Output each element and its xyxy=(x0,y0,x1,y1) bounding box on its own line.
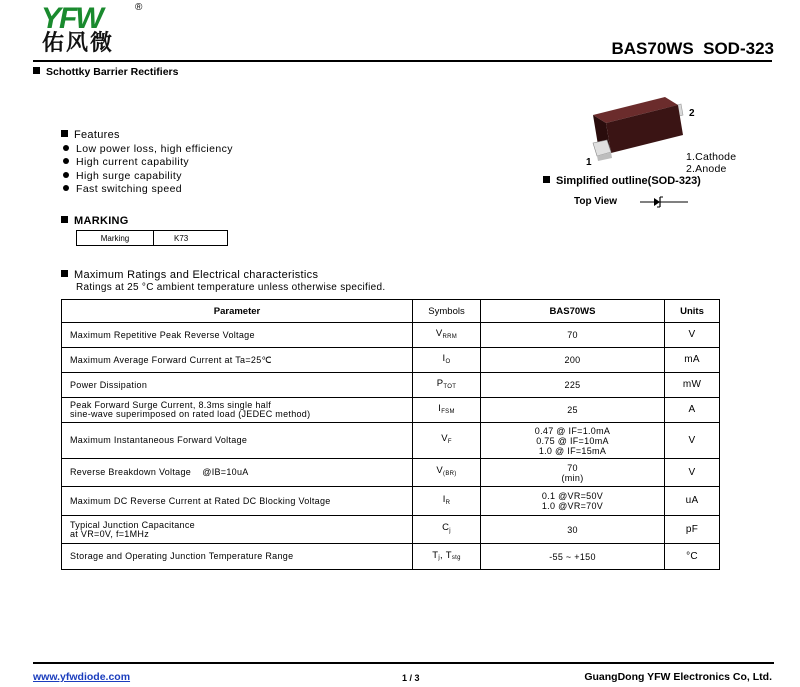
features-title: Features xyxy=(74,129,120,141)
symbol-text: V xyxy=(435,327,443,339)
symbol-text: C xyxy=(442,522,450,533)
feature-item xyxy=(63,183,182,195)
diode-symbol-icon xyxy=(640,193,690,209)
symbol-text-2: , T xyxy=(440,549,452,561)
unit-cell: V xyxy=(665,423,720,459)
symbol-subscript: j xyxy=(449,528,451,534)
ratings-title: Maximum Ratings and Electrical characteristics xyxy=(74,269,319,281)
company-name: GuangDong YFW Electronics Co, Ltd. xyxy=(584,671,772,683)
pin-legend xyxy=(686,151,736,175)
part-number: BAS70WS xyxy=(611,39,694,58)
header-symbols: Symbols xyxy=(413,300,481,323)
symbol-subscript: FSM xyxy=(441,408,455,415)
symbol-cell xyxy=(413,459,481,487)
subtitle-text: Schottky Barrier Rectifiers xyxy=(46,66,179,78)
pin-legend-cathode: 1.Cathode xyxy=(686,151,737,163)
marking-code: K73 xyxy=(174,233,189,243)
sod323-package-drawing xyxy=(585,95,695,170)
unit-cell: V xyxy=(665,459,720,487)
feature-text: High surge capability xyxy=(76,170,182,182)
value-cell xyxy=(481,423,665,459)
header-part: BAS70WS xyxy=(481,300,665,323)
ratings-table xyxy=(61,299,720,570)
bullet-square-icon xyxy=(33,67,40,74)
ratings-heading xyxy=(61,269,318,281)
unit-cell: mW xyxy=(665,373,720,398)
marking-title: MARKING xyxy=(74,215,129,227)
top-view-label: Top View xyxy=(574,196,617,207)
symbol-cell xyxy=(413,516,481,544)
bullet-dot-icon xyxy=(63,145,69,151)
value-cell: 70 xyxy=(481,323,665,348)
param-cell: Maximum Average Forward Current at Ta=25℃ xyxy=(62,348,413,373)
page-number: 1 / 3 xyxy=(402,673,420,683)
table-row xyxy=(62,423,720,459)
param-line: Peak Forward Surge Current, 8.3ms single half xyxy=(70,400,272,410)
bullet-square-icon xyxy=(61,270,68,277)
website-link[interactable]: www.yfwdiode.com xyxy=(33,671,131,683)
symbol-text: V xyxy=(436,465,444,476)
value-cell: 25 xyxy=(481,398,665,423)
param-cell xyxy=(62,398,413,423)
pin-legend-anode: 2.Anode xyxy=(686,163,727,175)
logo-mark xyxy=(41,4,102,34)
symbol-text: I xyxy=(442,493,446,505)
value-cell: 225 xyxy=(481,373,665,398)
outline-heading xyxy=(543,175,701,187)
value-line: 70 xyxy=(567,462,578,473)
header-parameter: Parameter xyxy=(62,300,413,323)
symbol-text: T xyxy=(432,549,439,561)
footer-rule xyxy=(33,662,774,664)
bullet-square-icon xyxy=(61,130,68,137)
bullet-dot-icon xyxy=(63,172,69,178)
unit-cell: uA xyxy=(665,487,720,516)
feature-item xyxy=(63,143,233,155)
table-row xyxy=(62,373,720,398)
feature-item xyxy=(63,156,189,168)
param-cell: Power Dissipation xyxy=(62,373,413,398)
param-cell: Maximum DC Reverse Current at Rated DC Blocking Voltage xyxy=(62,487,413,516)
document-subtitle xyxy=(33,66,178,78)
symbol-cell xyxy=(413,323,481,348)
param-cell: Storage and Operating Junction Temperature Range xyxy=(62,544,413,570)
symbol-cell xyxy=(413,487,481,516)
package-name: SOD-323 xyxy=(703,39,774,58)
symbol-cell xyxy=(413,544,481,570)
unit-cell: pF xyxy=(665,516,720,544)
value-line: 0.75 @ IF=10mA xyxy=(536,435,609,446)
value-cell xyxy=(481,487,665,516)
value-line: 0.47 @ IF=1.0mA xyxy=(534,425,611,436)
value-cell: 200 xyxy=(481,348,665,373)
pin-2-label: 2 xyxy=(689,108,695,119)
table-row xyxy=(62,348,720,373)
unit-cell: mA xyxy=(665,348,720,373)
bullet-dot-icon xyxy=(63,158,69,164)
symbol-subscript: j xyxy=(438,554,441,561)
marking-label: Marking xyxy=(77,231,154,245)
table-row xyxy=(62,487,720,516)
symbol-subscript: R xyxy=(445,499,451,506)
param-cell xyxy=(62,516,413,544)
value-cell: -55 ~ +150 xyxy=(481,544,665,570)
page-title xyxy=(611,39,774,59)
unit-cell: °C xyxy=(665,544,720,570)
table-row xyxy=(62,398,720,423)
value-cell: 30 xyxy=(481,516,665,544)
header-rule xyxy=(33,60,772,62)
bullet-dot-icon xyxy=(63,185,69,191)
table-row xyxy=(62,544,720,570)
header-units: Units xyxy=(665,300,720,323)
table-row xyxy=(62,323,720,348)
param-cell: Reverse Breakdown Voltage @IB=10uA xyxy=(62,459,413,487)
symbol-cell xyxy=(413,398,481,423)
symbol-subscript: TOT xyxy=(443,383,457,390)
symbol-subscript: F xyxy=(447,439,452,445)
value-line: 1.0 @ IF=15mA xyxy=(538,445,607,456)
feature-text: Low power loss, high efficiency xyxy=(76,143,233,155)
value-line: 1.0 @VR=70V xyxy=(541,501,604,511)
value-cell xyxy=(481,459,665,487)
symbol-cell xyxy=(413,373,481,398)
marking-heading xyxy=(61,215,129,227)
table-row xyxy=(62,516,720,544)
unit-cell: V xyxy=(665,323,720,348)
bullet-square-icon xyxy=(61,216,68,223)
registered-mark: ® xyxy=(135,2,143,13)
ratings-note: Ratings at 25 °C ambient temperature unless otherwise specified. xyxy=(76,282,386,293)
symbol-subscript-2: stg xyxy=(451,554,461,561)
logo-letters: YFW xyxy=(41,2,102,35)
table-header-row xyxy=(62,300,720,323)
symbol-subscript: RRM xyxy=(442,333,458,340)
symbol-text: I xyxy=(442,352,446,364)
feature-text: High current capability xyxy=(76,156,190,168)
param-cell: Maximum Instantaneous Forward Voltage xyxy=(62,423,413,459)
symbol-cell xyxy=(413,423,481,459)
outline-title: Simplified outline(SOD-323) xyxy=(556,175,701,187)
feature-text: Fast switching speed xyxy=(76,183,183,195)
pin-1-label: 1 xyxy=(586,157,592,168)
param-line: at VR=0V, f=1MHz xyxy=(70,528,150,539)
symbol-subscript: O xyxy=(445,358,451,365)
marking-table xyxy=(76,230,228,246)
value-line: 0.1 @VR=50V xyxy=(541,491,604,501)
feature-item xyxy=(63,170,182,182)
logo-chinese-name: 佑风微 xyxy=(42,31,115,56)
param-line: sine-wave superimposed on rated load (JEDEC method) xyxy=(70,409,311,419)
bullet-square-icon xyxy=(543,176,550,183)
symbol-subscript: (BR) xyxy=(443,471,457,477)
symbol-text: P xyxy=(436,377,444,389)
symbol-text: V xyxy=(441,433,448,444)
table-row xyxy=(62,459,720,487)
param-cell: Maximum Repetitive Peak Reverse Voltage xyxy=(62,323,413,348)
symbol-text: I xyxy=(438,402,442,414)
param-line: Typical Junction Capacitance xyxy=(70,519,195,530)
symbol-cell xyxy=(413,348,481,373)
value-line: (min) xyxy=(561,472,584,483)
unit-cell: A xyxy=(665,398,720,423)
features-heading xyxy=(61,129,120,141)
